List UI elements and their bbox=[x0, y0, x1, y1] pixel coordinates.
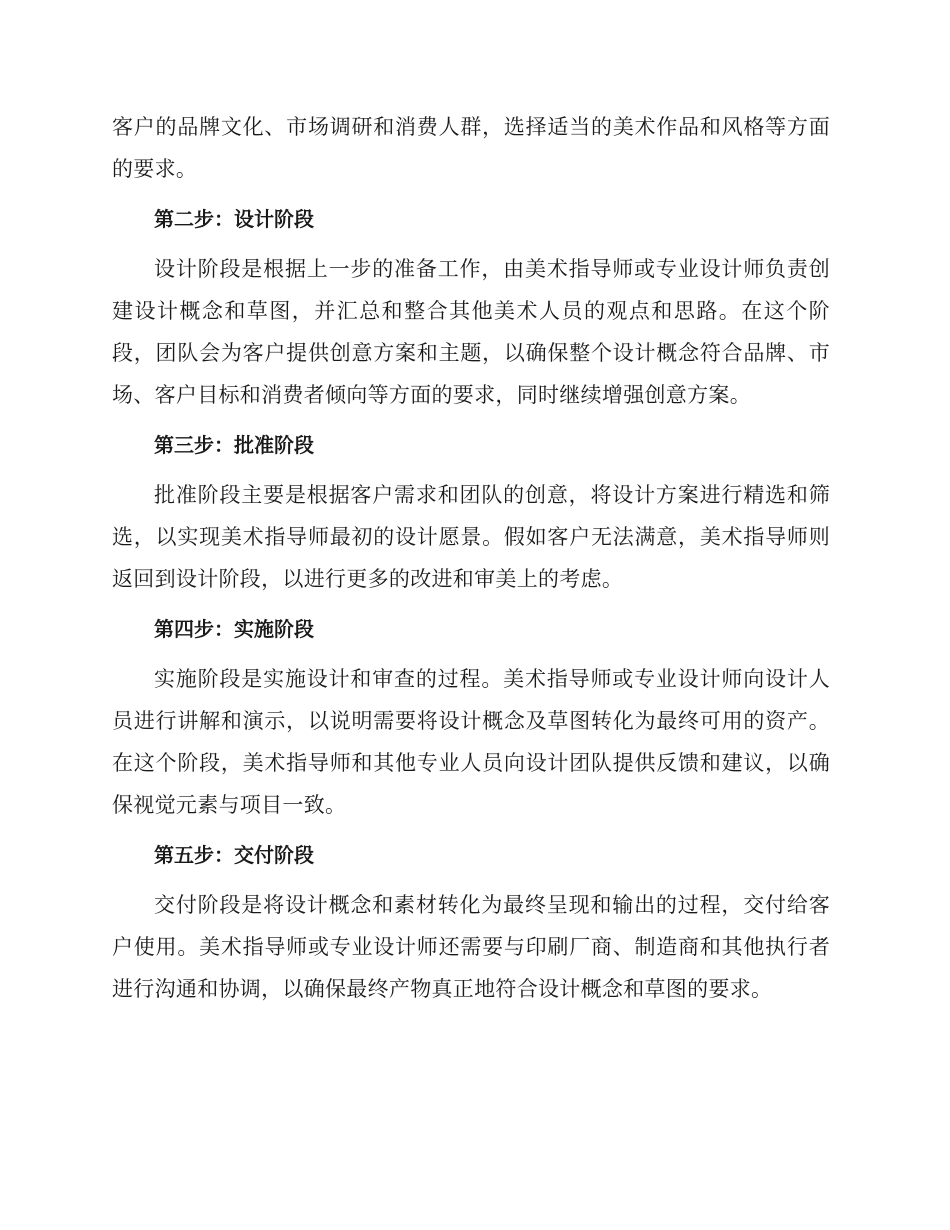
section-heading-design: 第二步：设计阶段 bbox=[154, 207, 314, 231]
document-page bbox=[112, 106, 830, 1010]
section-body-delivery: 交付阶段是将设计概念和素材转化为最终呈现和输出的过程，交付给客户使用。美术指导师或专业设计师还需要与印刷厂商、制造商和其他执行者进行沟通和协调，以确保最终产物真正地符合设计概念和草图的要求。 bbox=[112, 893, 830, 1001]
section-body-design: 设计阶段是根据上一步的准备工作，由美术指导师或专业设计师负责创建设计概念和草图，并汇总和整合其他美术人员的观点和思路。在这个阶段，团队会为客户提供创意方案和主题，以确保整个设计概念符合品牌、市场、客户目标和消费者倾向等方面的要求，同时继续增强创意方案。 bbox=[112, 257, 830, 407]
section-body-approval: 批准阶段主要是根据客户需求和团队的创意，将设计方案进行精选和筛选，以实现美术指导师最初的设计愿景。假如客户无法满意，美术指导师则返回到设计阶段，以进行更多的改进和审美上的考虑。 bbox=[112, 483, 830, 591]
intro-paragraph: 客户的品牌文化、市场调研和消费人群，选择适当的美术作品和风格等方面的要求。 bbox=[112, 115, 830, 181]
section-heading-implementation: 第四步：实施阶段 bbox=[154, 617, 314, 641]
section-heading-approval: 第三步：批准阶段 bbox=[154, 433, 314, 457]
section-heading-delivery: 第五步：交付阶段 bbox=[154, 843, 314, 867]
section-body-implementation: 实施阶段是实施设计和审查的过程。美术指导师或专业设计师向设计人员进行讲解和演示，以说明需要将设计概念及草图转化为最终可用的资产。在这个阶段，美术指导师和其他专业人员向设计团队提供反馈和建议，以确保视觉元素与项目一致。 bbox=[112, 667, 830, 817]
